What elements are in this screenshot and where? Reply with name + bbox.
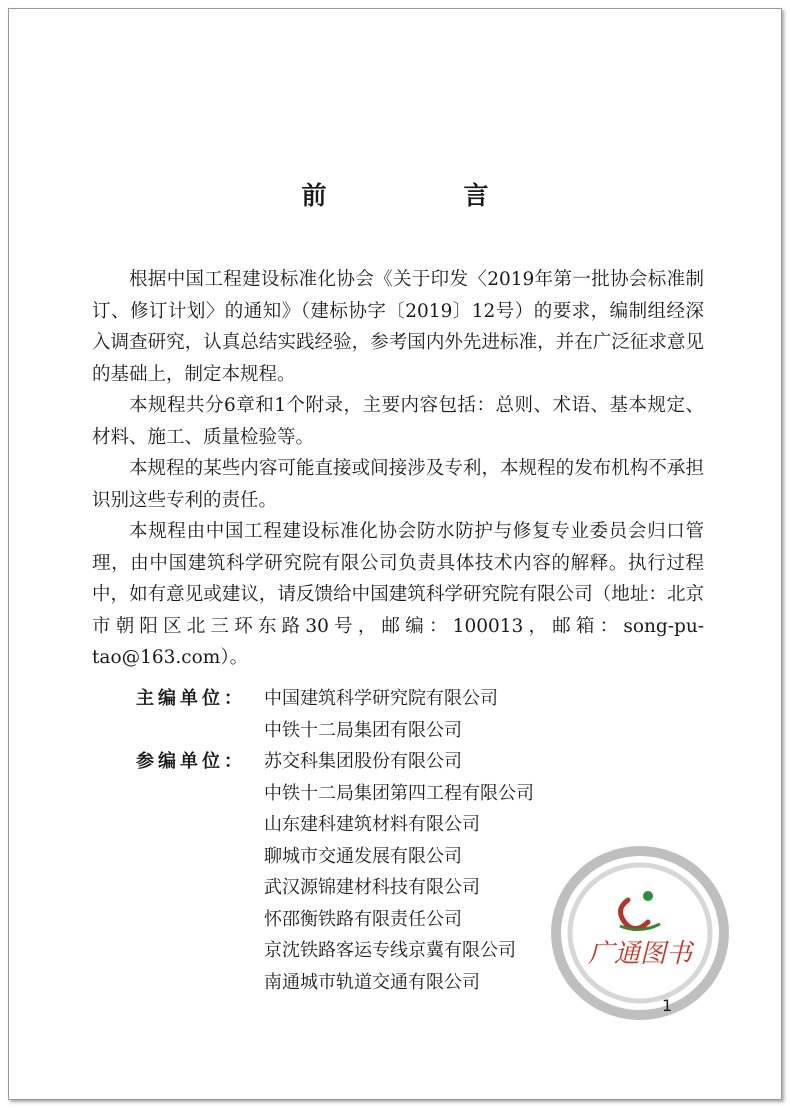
chief-units-label: 主编单位： (136, 688, 246, 709)
stamp-text: 广通图书 (587, 939, 693, 969)
paragraph-management: 本规程由中国工程建设标准化协会防水防护与修复专业委员会归口管理，由中国建筑科学研究院有限公司负责具体技术内容的解释。执行过程中，如有意见或建议，请反馈给中国建筑科学研究院有限公司（地址：北京市朝阳区北三环东路30号，邮编：100013，邮箱：song-pu-tao@163.com）。 (92, 521, 704, 668)
unit-item: 聊城市交通发展有限公司 (264, 845, 462, 867)
unit-item: 京沈铁路客运专线京冀有限公司 (264, 940, 516, 961)
preface-body (92, 264, 704, 674)
page-title: 前 言 (301, 181, 545, 210)
page-number: 1 (662, 996, 673, 1015)
chief-units-list (264, 683, 616, 746)
paragraph-contents: 本规程共分6章和1个附录，主要内容包括：总则、术语、基本规定、材料、施工、质量检验等。 (92, 395, 704, 448)
unit-item: 中国建筑科学研究院有限公司 (264, 688, 498, 709)
paragraph-basis: 根据中国工程建设标准化协会《关于印发〈2019年第一批协会标准制订、修订计划〉的通知》（建标协字〔2019〕12号）的要求，编制组经深入调查研究，认真总结实践经验，参考国内外先进标准，并在广泛征求意见的基础上，制定本规程。 (92, 269, 704, 385)
unit-item: 中铁十二局集团第四工程有限公司 (264, 782, 534, 804)
unit-item: 南通城市轨道交通有限公司 (264, 971, 480, 993)
chief-units (136, 683, 616, 746)
unit-item: 山东建科建筑材料有限公司 (264, 814, 480, 835)
unit-item: 苏交科集团股份有限公司 (264, 751, 462, 772)
unit-item: 怀邵衡铁路有限责任公司 (264, 908, 462, 930)
publisher-stamp-logo (540, 838, 740, 1028)
participating-units-label: 参编单位： (136, 751, 246, 772)
unit-item: 中铁十二局集团有限公司 (264, 719, 462, 741)
paragraph-patent: 本规程的某些内容可能直接或间接涉及专利，本规程的发布机构不承担识别这些专利的责任。 (92, 458, 704, 511)
unit-item: 武汉源锦建材科技有限公司 (264, 877, 480, 898)
